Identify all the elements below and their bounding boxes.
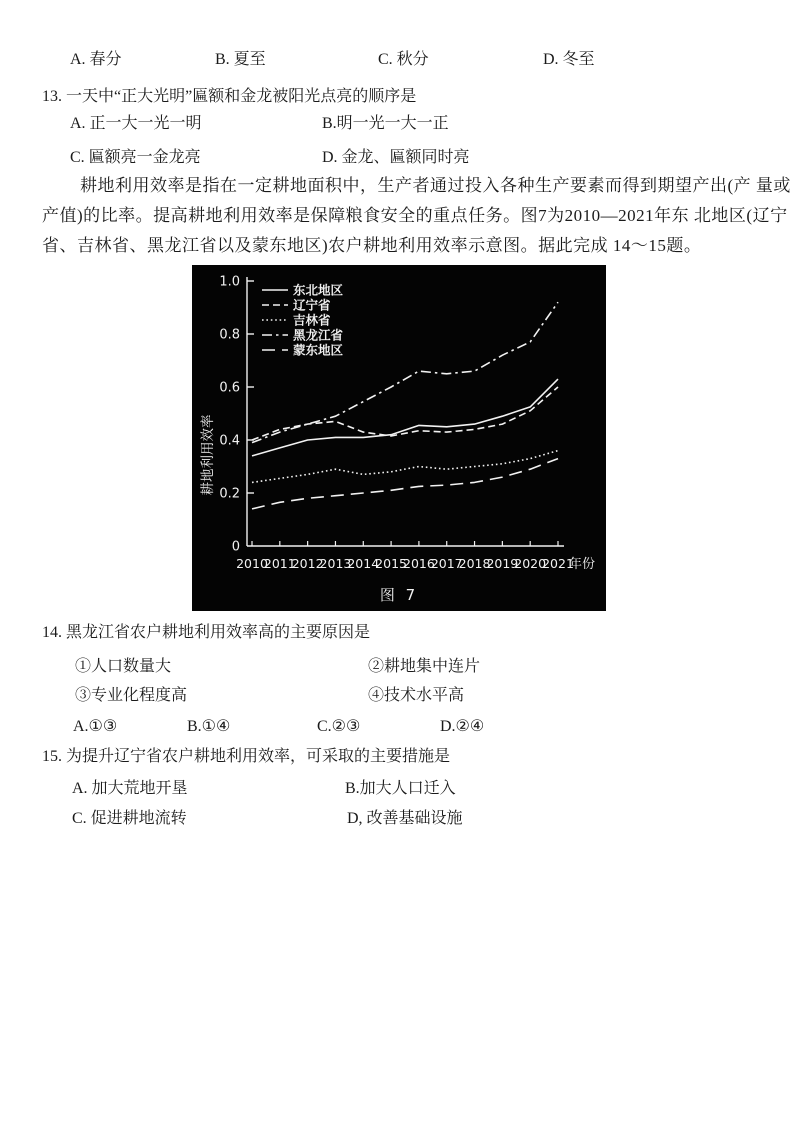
q14-answer-c: C.②③ <box>317 718 361 735</box>
svg-text:1.0: 1.0 <box>219 274 240 290</box>
svg-text:2017: 2017 <box>430 556 463 571</box>
q14-answer-d: D.②④ <box>440 718 485 735</box>
q12-option-c: C. 秋分 <box>378 51 429 68</box>
q15-option-b: B.加大人口迁入 <box>345 780 456 797</box>
q13-option-d: D. 金龙、匾额同时亮 <box>322 149 470 166</box>
q14-item-2: ②耕地集中连片 <box>368 658 481 675</box>
passage-line-2: 产值)的比率。提高耕地利用效率是保障粮食安全的重点任务。图7为2010—2021年东 北地区(辽宁 <box>42 206 788 225</box>
q14-item-3: ③专业化程度高 <box>75 687 188 704</box>
svg-text:东北地区: 东北地区 <box>293 282 344 298</box>
svg-text:0: 0 <box>231 539 240 555</box>
q14-answer-a: A.①③ <box>73 718 118 735</box>
svg-text:0.2: 0.2 <box>219 486 240 502</box>
svg-text:2015: 2015 <box>375 556 407 571</box>
svg-text:2021: 2021 <box>542 556 574 571</box>
q13-option-c: C. 匾额亮一金龙亮 <box>70 149 201 166</box>
svg-text:2016: 2016 <box>403 556 435 571</box>
q15-stem: 15. 为提升辽宁省农户耕地利用效率，可采取的主要措施是 <box>42 748 451 765</box>
svg-text:耕地利用效率: 耕地利用效率 <box>200 414 216 496</box>
svg-text:0.6: 0.6 <box>219 380 240 396</box>
svg-text:辽宁省: 辽宁省 <box>293 297 331 313</box>
q14-stem: 14. 黑龙江省农户耕地利用效率高的主要原因是 <box>42 624 371 641</box>
svg-text:0.8: 0.8 <box>219 327 240 343</box>
svg-text:2020: 2020 <box>514 556 547 571</box>
svg-text:2012: 2012 <box>291 556 324 571</box>
efficiency-chart-svg <box>192 265 606 611</box>
figure-7-chart <box>192 265 606 611</box>
svg-text:黑龙江省: 黑龙江省 <box>293 327 344 343</box>
svg-text:2019: 2019 <box>486 556 519 571</box>
q12-option-b: B. 夏至 <box>215 51 266 68</box>
svg-text:图 7: 图 7 <box>379 586 419 604</box>
q12-option-d: D. 冬至 <box>543 51 595 68</box>
svg-text:年份: 年份 <box>569 557 596 572</box>
passage-line-1: 耕地利用效率是指在一定耕地面积中，生产者通过投入各种生产要素而得到期望产出(产 量或 <box>80 176 791 195</box>
q14-answer-b: B.①④ <box>187 718 231 735</box>
q12-option-a: A. 春分 <box>70 51 122 68</box>
q13-option-b: B.明一光一大一正 <box>322 115 449 132</box>
svg-text:2013: 2013 <box>319 556 352 571</box>
q13-option-a: A. 正一大一光一明 <box>70 115 202 132</box>
svg-text:吉林省: 吉林省 <box>293 312 331 328</box>
q14-item-1: ①人口数量大 <box>75 658 172 675</box>
svg-text:2011: 2011 <box>263 556 296 571</box>
q15-option-d: D, 改善基础设施 <box>347 810 463 827</box>
passage-line-3: 省、吉林省、黑龙江省以及蒙东地区)农户耕地利用效率示意图。据此完成 14～15题。 <box>42 236 702 255</box>
q13-stem: 13. 一天中“正大光明”匾额和金龙被阳光点亮的顺序是 <box>42 88 417 105</box>
q15-option-c: C. 促进耕地流转 <box>72 810 187 827</box>
svg-text:蒙东地区: 蒙东地区 <box>293 342 344 358</box>
svg-text:2010: 2010 <box>236 556 268 571</box>
svg-text:2018: 2018 <box>458 556 491 571</box>
q15-option-a: A. 加大荒地开垦 <box>72 780 188 797</box>
svg-text:0.4: 0.4 <box>219 433 240 449</box>
q14-item-4: ④技术水平高 <box>368 687 465 704</box>
svg-text:2014: 2014 <box>347 556 380 571</box>
